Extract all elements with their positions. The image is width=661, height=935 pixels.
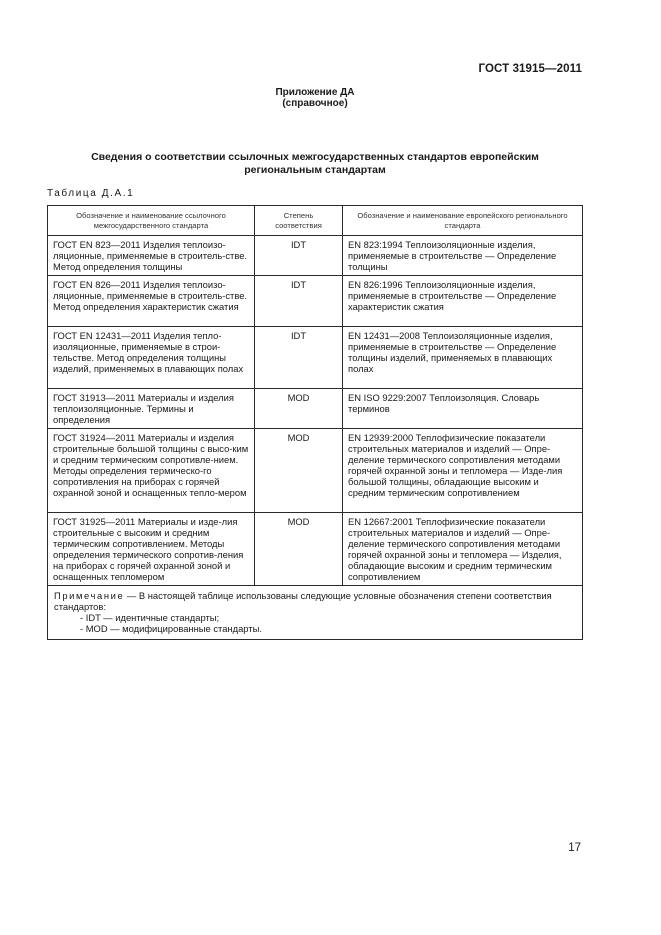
degree-cell: IDT <box>255 276 343 327</box>
document-title-line-2: региональным стандартам <box>244 164 386 176</box>
correspondence-table <box>47 205 583 640</box>
gost-cell: ГОСТ EN 826—2011 Изделия теплоизо-ляционные, применяемые в строитель-стве. Метод определения характеристик сжатия <box>48 276 255 327</box>
table-row <box>48 389 583 429</box>
en-cell: EN 823:1994 Теплоизоляционные изделия, применяемые в строительстве — Определение толщины <box>343 236 583 276</box>
gost-cell: ГОСТ 31913—2011 Материалы и изделия теплоизоляционные. Термины и определения <box>48 389 255 429</box>
correspondence-table-container <box>47 205 582 640</box>
note-text: — В настоящей таблице использованы следующие условные обозначения степени соответствия стандартов: <box>54 590 552 612</box>
table-note-row <box>48 586 583 640</box>
document-title-line-1: Сведения о соответствии ссылочных межгосударственных стандартов европейским <box>91 151 539 163</box>
table-row <box>48 513 583 586</box>
column-header-degree: Степень соответствия <box>255 206 343 236</box>
en-cell: EN 826:1996 Теплоизоляционные изделия, применяемые в строительстве — Определение характеристик сжатия <box>343 276 583 327</box>
en-cell: EN 12667:2001 Теплофизические показатели строительных материалов и изделий — Опре-деление термического сопротивления методами горячей охранной зоны и тепломера — Изделия, обладающие высоким и средним термическим сопротивлением <box>343 513 583 586</box>
degree-cell: MOD <box>255 513 343 586</box>
appendix-heading <box>0 87 630 109</box>
gost-cell: ГОСТ EN 823—2011 Изделия теплоизо-ляционные, применяемые в строитель-стве. Метод определения толщины <box>48 236 255 276</box>
gost-cell: ГОСТ 31925—2011 Материалы и изде-лия строительные с высоким и средним термическим сопротивлением. Методы определения термического сопротив-ления на приборах с горячей охранной зоной и оснащенных тепломером <box>48 513 255 586</box>
degree-cell: MOD <box>255 389 343 429</box>
appendix-title: Приложение ДА <box>275 87 355 98</box>
en-cell: EN ISO 9229:2007 Теплоизоляция. Словарь терминов <box>343 389 583 429</box>
note-item-idt: - IDT — идентичные стандарты; <box>80 612 220 623</box>
degree-cell: IDT <box>255 236 343 276</box>
degree-cell: IDT <box>255 327 343 389</box>
standard-code: ГОСТ 31915—2011 <box>478 63 582 75</box>
note-heading: Примечание <box>54 590 125 601</box>
note-item-mod: - MOD — модифицированные стандарты. <box>80 623 262 634</box>
table-row <box>48 327 583 389</box>
degree-cell: MOD <box>255 429 343 513</box>
table-row <box>48 276 583 327</box>
page-number: 17 <box>568 842 581 854</box>
en-cell: EN 12431—2008 Теплоизоляционные изделия, применяемые в строительстве — Определение толщины изделий, применяемых в плавающих полах <box>343 327 583 389</box>
table-caption: Таблица Д.А.1 <box>47 188 135 199</box>
column-header-en: Обозначение и наименование европейского регионального стандарта <box>343 206 583 236</box>
document-title <box>0 151 630 177</box>
appendix-subtitle: (справочное) <box>282 98 348 109</box>
gost-cell: ГОСТ 31924—2011 Материалы и изделия строительные большой толщины с высо-ким и средним термическим сопротивле-нием. Методы определения термическо-го сопротивления на приборах с горячей охранной зоной и оснащенных тепло-мером <box>48 429 255 513</box>
table-header-row <box>48 206 583 236</box>
table-row <box>48 429 583 513</box>
en-cell: EN 12939:2000 Теплофизические показатели строительных материалов и изделий — Опре-деление термического сопротивления методами горячей охранной зоны и тепломера — Изде-лия большой толщины, обладающие высоким и средним термическим сопротивлением <box>343 429 583 513</box>
gost-cell: ГОСТ EN 12431—2011 Изделия тепло-изоляционные, применяемые в строи-тельстве. Метод определения толщины изделий, применяемых в плавающих полах <box>48 327 255 389</box>
table-note <box>48 586 583 640</box>
column-header-gost: Обозначение и наименование ссылочного межгосударственного стандарта <box>48 206 255 236</box>
table-row <box>48 236 583 276</box>
